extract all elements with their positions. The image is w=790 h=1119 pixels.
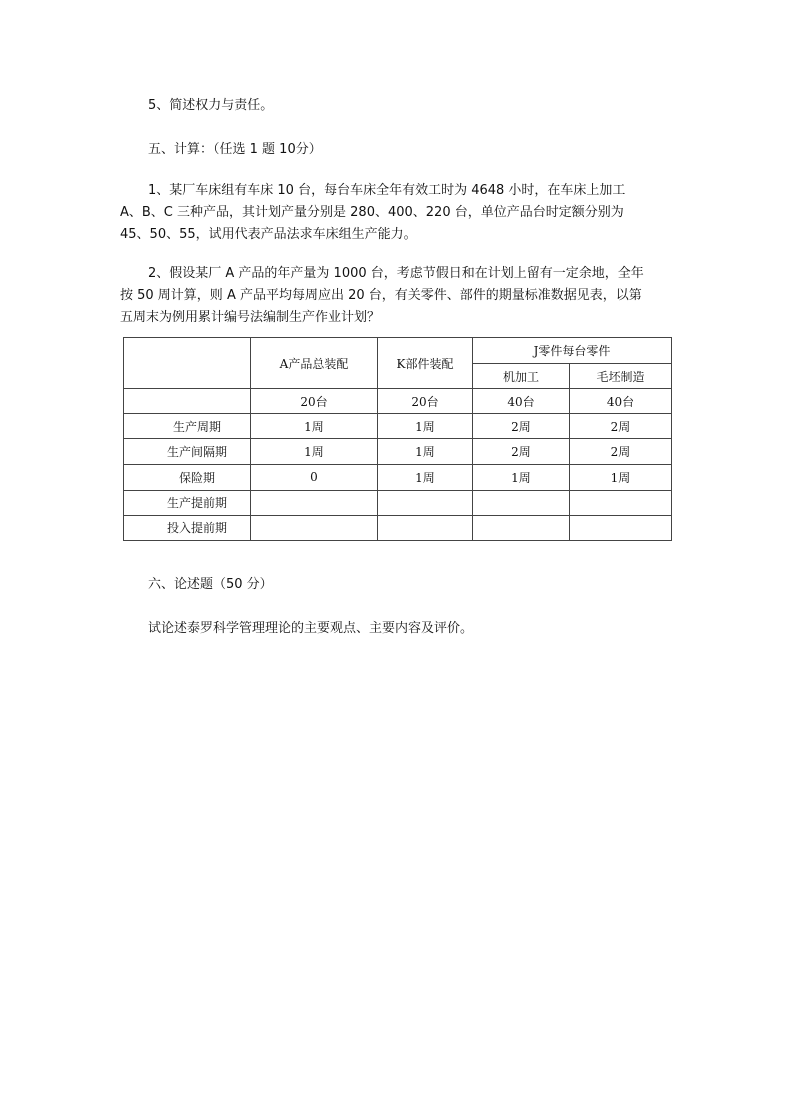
row-label: 生产间隔期 [124,439,251,464]
table-cell: 20台 [378,389,473,414]
table-row [124,414,672,439]
table-cell: 1周 [570,464,672,490]
table-cell [251,490,378,515]
table-cell: 20台 [251,389,378,414]
table-cell: 0 [251,464,378,490]
table-row [124,439,672,464]
table-cell: 1周 [378,464,473,490]
table-cell: 2周 [473,439,570,464]
header-blank-making: 毛坯制造 [570,364,672,389]
table-cell [251,515,378,540]
row-label: 生产提前期 [124,490,251,515]
table-corner-cell [124,338,251,389]
calc-question-1 [120,180,680,246]
calc-q1-line-3: 45、50、55，试用代表产品法求车床组生产能力。 [120,227,417,242]
question-5: 5、简述权力与责任。 [148,98,274,113]
period-quantity-standards-table [123,337,672,541]
table-cell: 1周 [378,414,473,439]
header-k-assembly: K部件装配 [378,338,473,389]
row-label: 保险期 [124,464,251,490]
table-cell: 1周 [378,439,473,464]
calc-q2-line-1: 2、假设某厂 A 产品的年产量为 1000 台，考虑节假日和在计划上留有一定余地，全年 [148,266,644,281]
table-cell: 2周 [570,414,672,439]
table-row [124,515,672,540]
table-cell [570,490,672,515]
table-row [124,490,672,515]
essay-question: 试论述泰罗科学管理理论的主要观点、主要内容及评价。 [148,621,474,636]
table-row [124,389,672,414]
row-label: 生产周期 [124,414,251,439]
table-cell [378,515,473,540]
table-header-row [124,338,672,364]
calc-q1-line-2: A、B、C 三种产品，其计划产量分别是 280、400、220 台，单位产品台时定额分别为 [120,205,624,220]
table-cell: 1周 [251,439,378,464]
table-cell [378,490,473,515]
table-cell [570,515,672,540]
table-cell: 2周 [473,414,570,439]
calc-question-2 [120,263,680,329]
header-a-assembly: A产品总装配 [251,338,378,389]
table-row [124,464,672,490]
table-cell: 2周 [570,439,672,464]
table-cell [473,515,570,540]
table-cell: 40台 [473,389,570,414]
table-cell: 1周 [473,464,570,490]
row-label: 投入提前期 [124,515,251,540]
header-machining: 机加工 [473,364,570,389]
section-5-heading: 五、计算：（任选 1 题 10分） [148,142,322,157]
table-cell: 40台 [570,389,672,414]
calc-q2-line-2: 按 50 周计算，则 A 产品平均每周应出 20 台，有关零件、部件的期量标准数据见表，以第 [120,288,642,303]
calc-q1-line-1: 1、某厂车床组有车床 10 台，每台车床全年有效工时为 4648 小时，在车床上加工 [148,183,626,198]
calc-q2-line-3: 五周末为例用累计编号法编制生产作业计划？ [120,310,381,325]
table-cell [473,490,570,515]
header-j-parts: J零件每台零件 [473,338,672,364]
table-cell: 1周 [251,414,378,439]
quantity-label-cell [124,389,251,414]
section-6-heading: 六、论述题（50 分） [148,577,273,592]
